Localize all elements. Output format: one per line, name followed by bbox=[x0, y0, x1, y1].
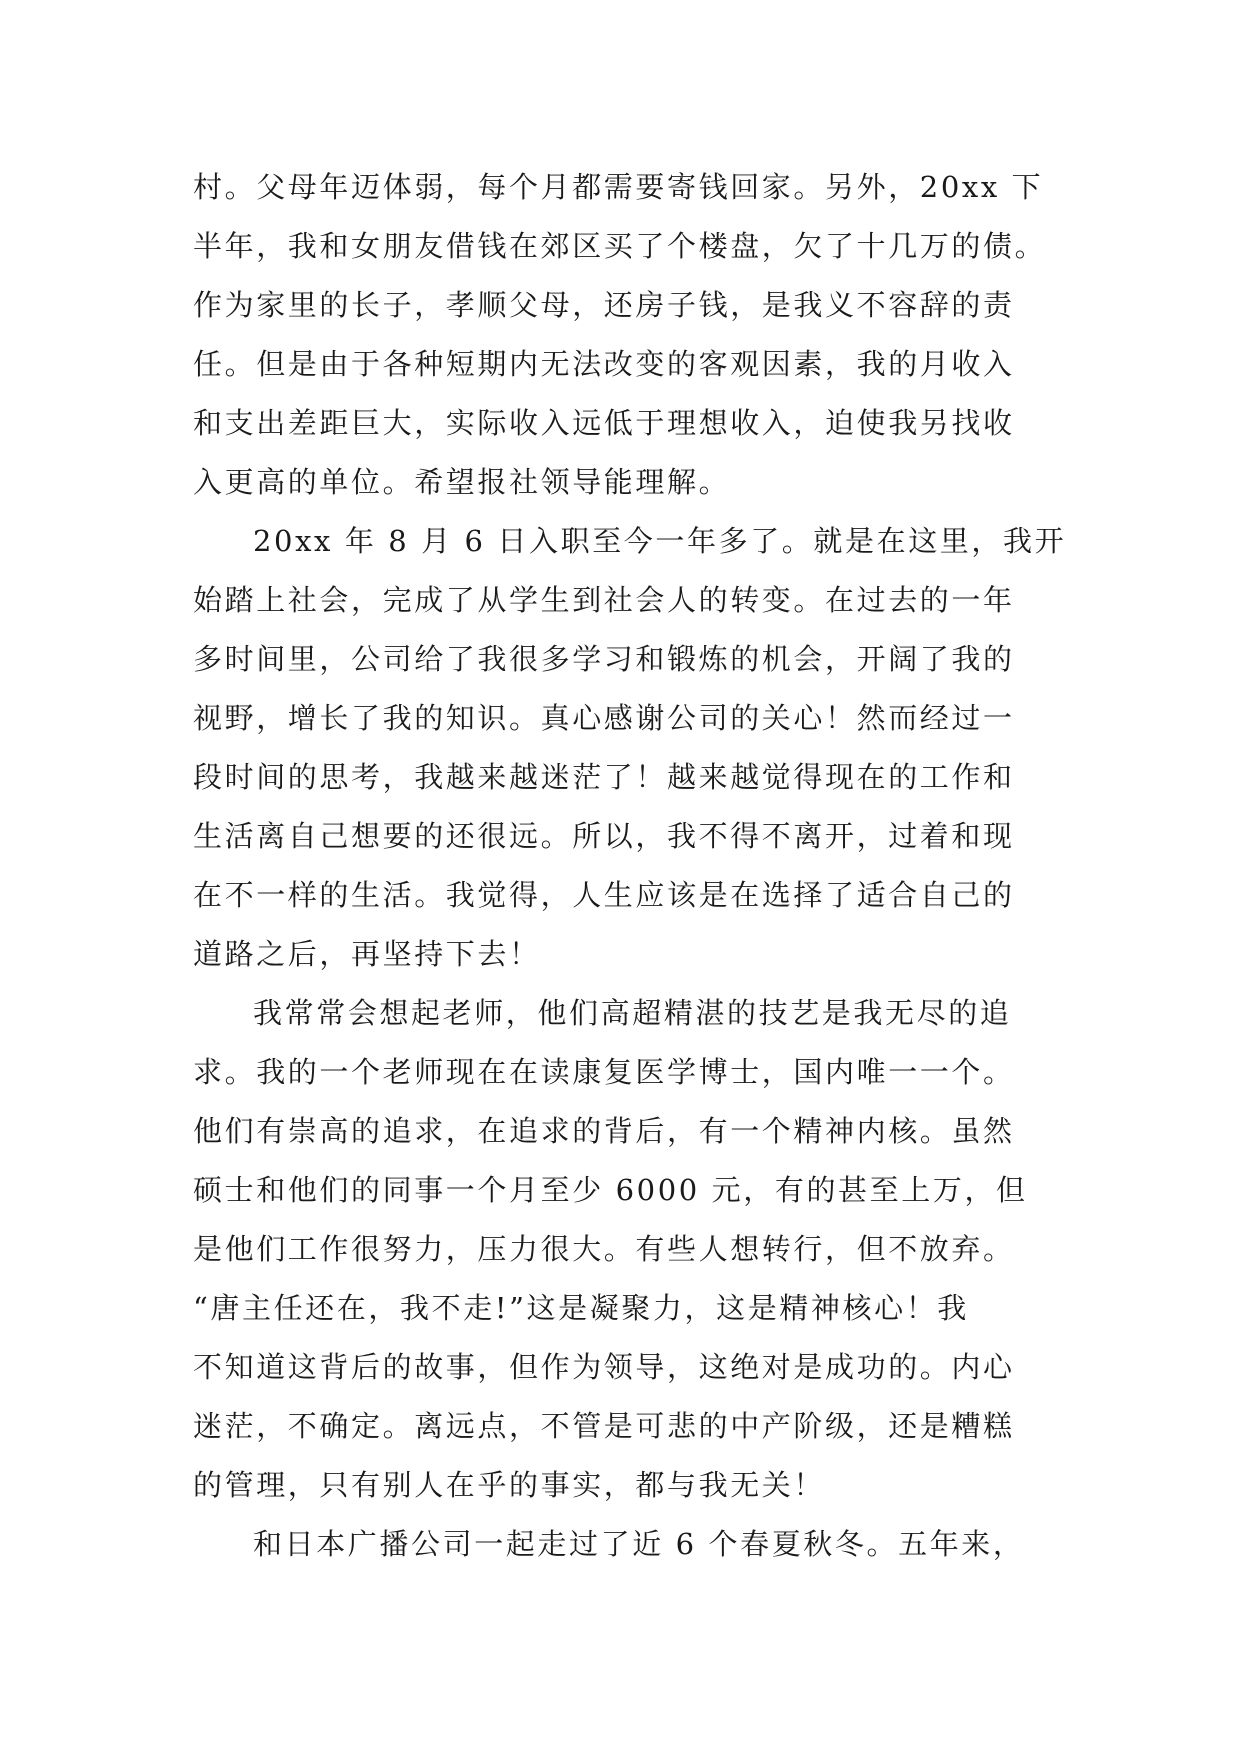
text-line: 迷茫，不确定。离远点，不管是可悲的中产阶级，还是糟糕 bbox=[193, 1409, 1015, 1443]
paragraph-4 bbox=[193, 1515, 1073, 1574]
text-line: 求。我的一个老师现在在读康复医学博士，国内唯一一个。 bbox=[193, 1055, 1015, 1089]
text-line: 的管理，只有别人在乎的事实，都与我无关！ bbox=[193, 1468, 826, 1502]
paragraph-1 bbox=[193, 158, 1073, 512]
text-line: 入更高的单位。希望报社领导能理解。 bbox=[193, 465, 731, 499]
text-line: 道路之后，再坚持下去！ bbox=[193, 937, 541, 971]
text-line: 20xx 年 8 月 6 日入职至今一年多了。就是在这里，我开 bbox=[253, 524, 1067, 558]
text-line: 和支出差距巨大，实际收入远低于理想收入，迫使我另找收 bbox=[193, 406, 1015, 440]
text-line: 不知道这背后的故事，但作为领导，这绝对是成功的。内心 bbox=[193, 1350, 1015, 1384]
text-line: 我常常会想起老师，他们高超精湛的技艺是我无尽的追 bbox=[253, 996, 1012, 1030]
text-line: 多时间里，公司给了我很多学习和锻炼的机会，开阔了我的 bbox=[193, 642, 1015, 676]
text-line: 段时间的思考，我越来越迷茫了！越来越觉得现在的工作和 bbox=[193, 760, 1015, 794]
paragraph-3 bbox=[193, 984, 1073, 1515]
text-line: 生活离自己想要的还很远。所以，我不得不离开，过着和现 bbox=[193, 819, 1015, 853]
text-line: 始踏上社会，完成了从学生到社会人的转变。在过去的一年 bbox=[193, 583, 1015, 617]
text-line: 他们有崇高的追求，在追求的背后，有一个精神内核。虽然 bbox=[193, 1114, 1015, 1148]
paragraph-2 bbox=[193, 512, 1073, 984]
text-line: 村。父母年迈体弱，每个月都需要寄钱回家。另外，20xx 下 bbox=[193, 170, 1044, 204]
text-line: 和日本广播公司一起走过了近 6 个春夏秋冬。五年来， bbox=[253, 1527, 1025, 1561]
text-line: 任。但是由于各种短期内无法改变的客观因素，我的月收入 bbox=[193, 347, 1015, 381]
text-line: 在不一样的生活。我觉得，人生应该是在选择了适合自己的 bbox=[193, 878, 1015, 912]
text-line: 作为家里的长子，孝顺父母，还房子钱，是我义不容辞的责 bbox=[193, 288, 1015, 322]
text-line: 是他们工作很努力，压力很大。有些人想转行，但不放弃。 bbox=[193, 1232, 1015, 1266]
text-line: 硕士和他们的同事一个月至少 6000 元，有的甚至上万，但 bbox=[193, 1173, 1028, 1207]
text-line: 视野，增长了我的知识。真心感谢公司的关心！然而经过一 bbox=[193, 701, 1015, 735]
text-line: 半年，我和女朋友借钱在郊区买了个楼盘，欠了十几万的债。 bbox=[193, 229, 1047, 263]
document-body bbox=[193, 158, 1073, 1574]
text-line: “唐主任还在，我不走!”这是凝聚力，这是精神核心！我 bbox=[193, 1291, 969, 1325]
